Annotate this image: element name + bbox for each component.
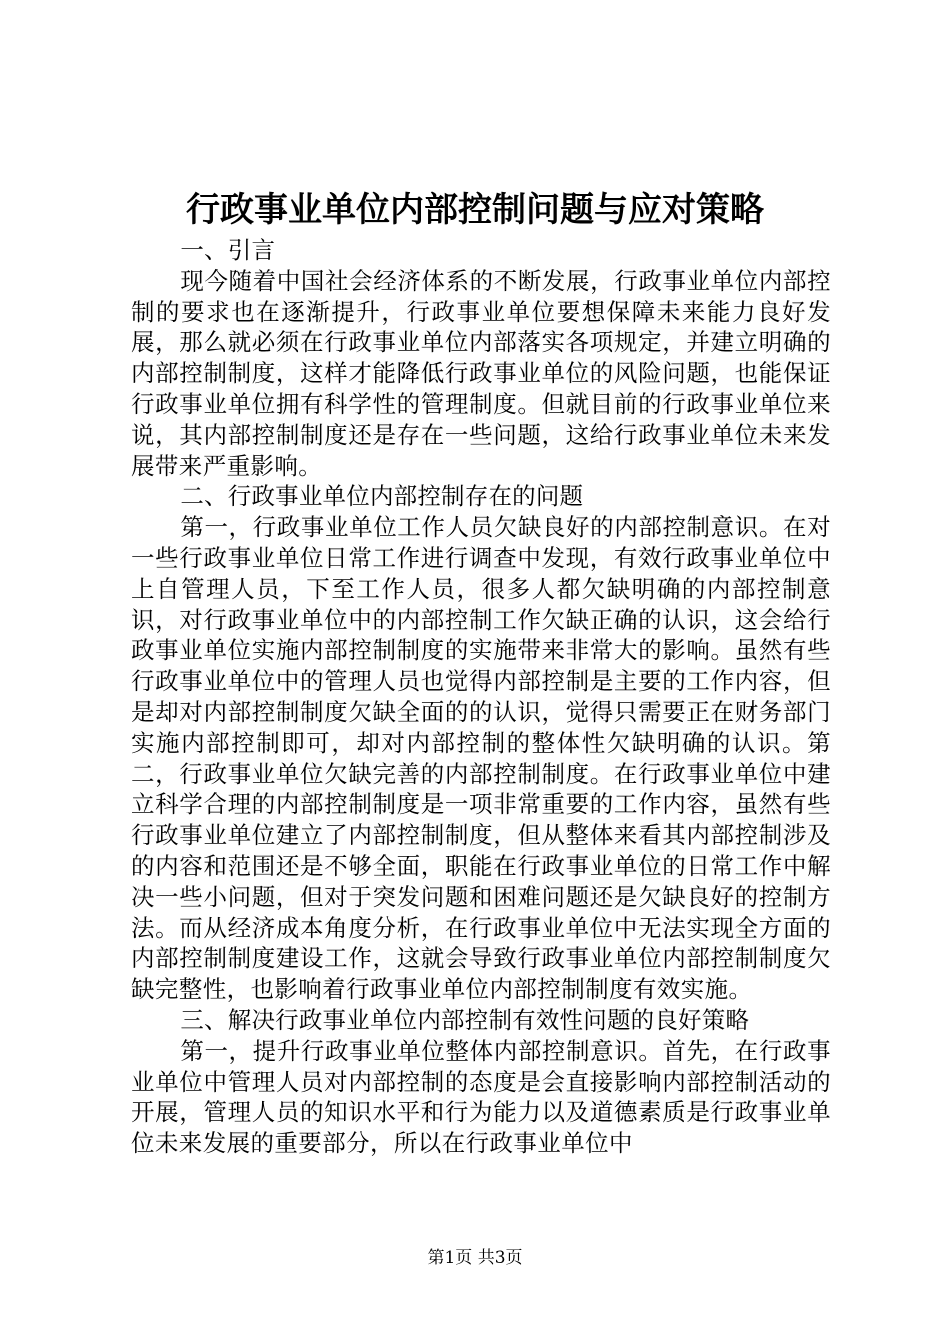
section-heading-intro: 一、引言 bbox=[180, 236, 276, 264]
section-heading-problems: 二、行政事业单位内部控制存在的问题 bbox=[180, 482, 584, 511]
paragraph-strategies: 第一，提升行政事业单位整体内部控制意识。首先，在行政事业单位中管理人员对内部控制的态度是会直接影响内部控制活动的开展，管理人员的知识水平和行为能力以及道德素质是行政事业单位未来发展的重要部分，所以在行政事业单位中 bbox=[131, 1036, 831, 1158]
paragraph-problems: 第一，行政事业单位工作人员欠缺良好的内部控制意识。在对一些行政事业单位日常工作进行调查中发现，有效行政事业单位中上自管理人员，下至工作人员，很多人都欠缺明确的内部控制意识，对行政事业单位中的内部控制工作欠缺正确的认识，这会给行政事业单位实施内部控制制度的实施带来非常大的影响。虽然有些行政事业单位中的管理人员也觉得内部控制是主要的工作内容，但是却对内部控制制度欠缺全面的的认识，觉得只需要正在财务部门实施内部控制即可，却对内部控制的整体性欠缺明确的认识。第二，行政事业单位欠缺完善的内部控制制度。在行政事业单位中建立科学合理的内部控制制度是一项非常重要的工作内容，虽然有些行政事业单位建立了内部控制制度，但从整体来看其内部控制涉及的内容和范围还是不够全面，职能在行政事业单位的日常工作中解决一些小问题，但对于突发问题和困难问题还是欠缺良好的控制方法。而从经济成本角度分析，在行政事业单位中无法实现全方面的内部控制制度建设工作，这就会导致行政事业单位内部控制制度欠缺完整性，也影响着行政事业单位内部控制制度有效实施。 bbox=[131, 513, 831, 1004]
document-title: 行政事业单位内部控制问题与应对策略 bbox=[186, 190, 764, 230]
paragraph-intro: 现今随着中国社会经济体系的不断发展，行政事业单位内部控制的要求也在逐渐提升，行政事业单位要想保障未来能力良好发展，那么就必须在行政事业单位内部落实各项规定，并建立明确的内部控制制度，这样才能降低行政事业单位的风险问题，也能保证行政事业单位拥有科学性的管理制度。但就目前的行政事业单位来说，其内部控制制度还是存在一些问题，这给行政事业单位未来发展带来严重影响。 bbox=[131, 266, 831, 480]
document-body bbox=[131, 235, 831, 1159]
page-number-footer: 第1页 共3页 bbox=[427, 1248, 523, 1268]
section-heading-strategies: 三、解决行政事业单位内部控制有效性问题的良好策略 bbox=[180, 1005, 750, 1034]
